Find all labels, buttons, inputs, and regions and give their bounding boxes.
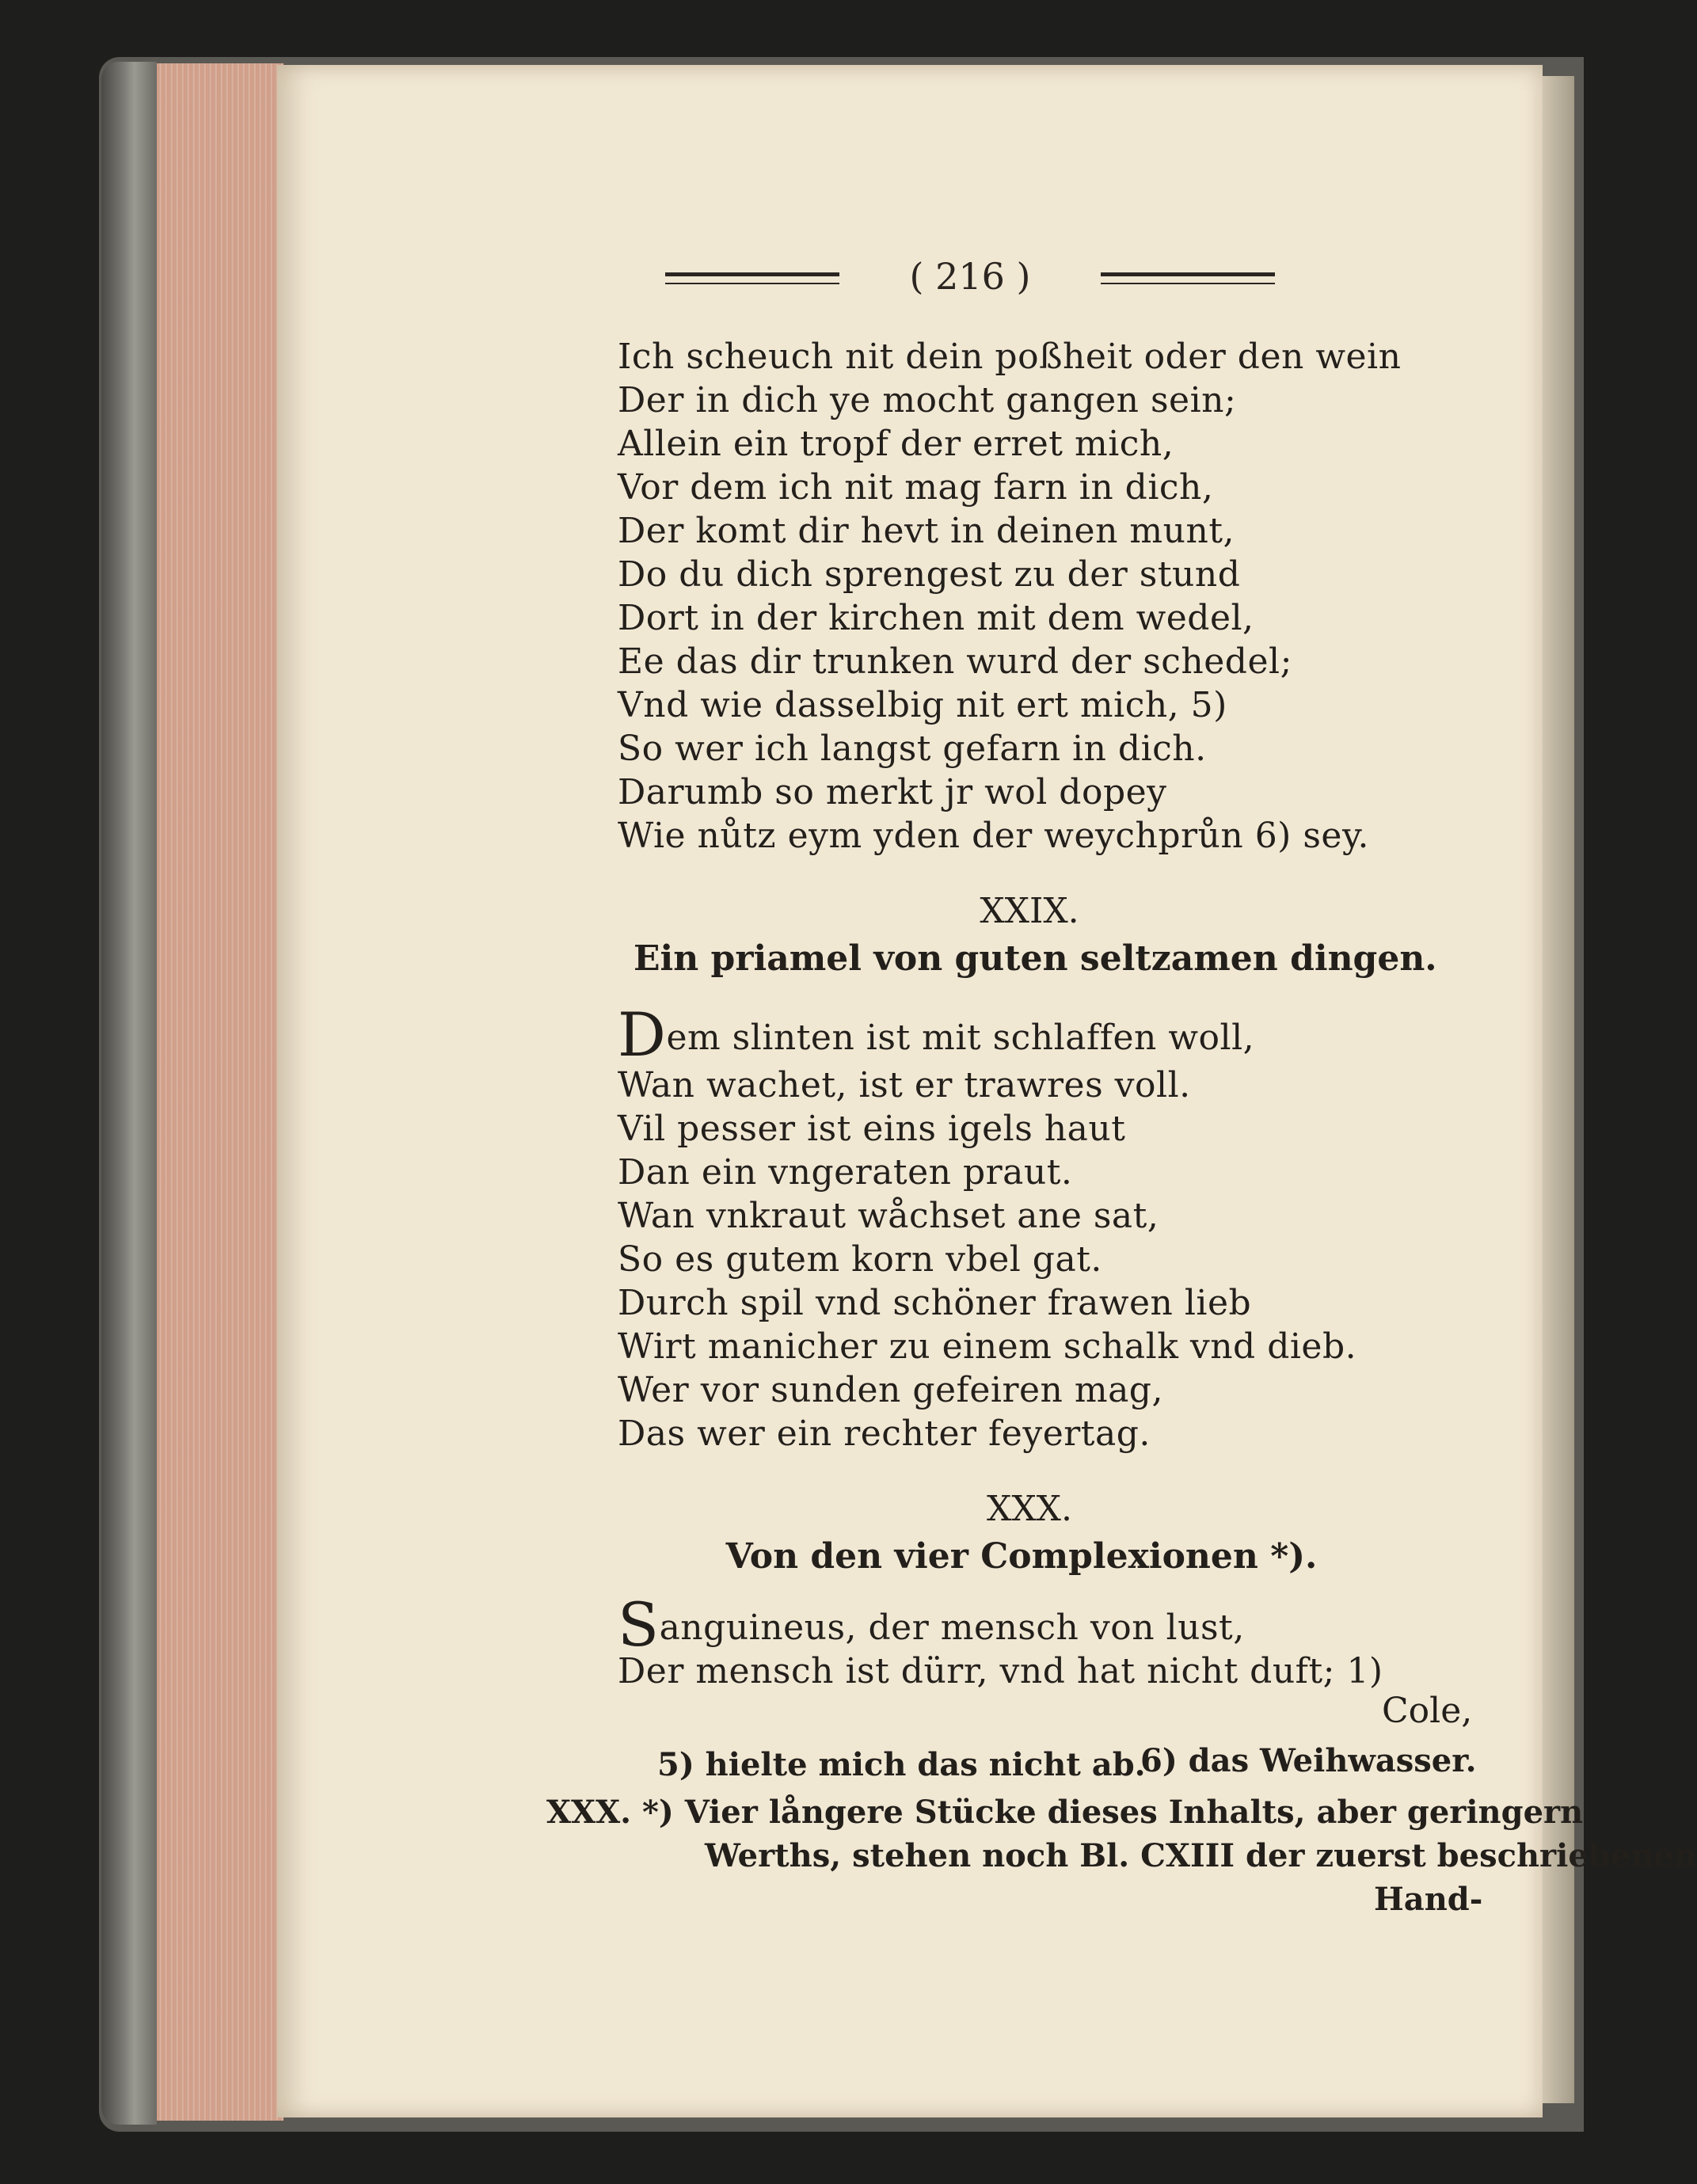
poem-line: Do du dich sprengest zu der stund [618,554,1241,595]
poem-first-line [618,999,1255,1070]
cover-edge [101,62,157,2125]
page-number: ( 216 ) [909,255,1031,298]
poem-line: Wie nůtz eym yden der weychprůn 6) sey. [618,816,1369,856]
footnote-catchword: Hand- [1374,1881,1483,1918]
footnote-5: 5) hielte mich das nicht ab. [657,1746,1146,1783]
poem-line: Wirt manicher zu einem schalk vnd dieb. [618,1326,1357,1367]
poem-line: Vnd wie dasselbig nit ert mich, 5) [618,685,1227,725]
poem-line: Der mensch ist dürr, vnd hat nicht duft; 1) [618,1651,1383,1691]
poem-line: So es gutem korn vbel gat. [618,1239,1102,1280]
poem-line: Wer vor sunden gefeiren mag, [618,1370,1163,1410]
footnote-30-line-1: XXX. *) Vier långere Stücke dieses Inhalts, aber geringern [546,1794,1584,1831]
poem-line: Vor dem ich nit mag farn in dich, [618,467,1214,508]
header-rule-left [665,272,839,284]
poem-line: Der in dich ye mocht gangen sein; [618,380,1237,420]
section-numeral-29: XXIX. [980,891,1079,931]
drop-cap: D [618,999,667,1070]
poem-line: Das wer ein rechter feyertag. [618,1414,1151,1454]
page-header [665,255,1283,301]
section-title-30: Von den vier Complexionen *). [725,1536,1318,1577]
poem-line: Ich scheuch nit dein poßheit oder den wein [618,337,1402,377]
poem-line: Vil pesser ist eins igels haut [618,1109,1126,1149]
page-block-edges [157,63,283,2121]
poem-line: Darumb so merkt jr wol dopey [618,772,1167,812]
poem-line: Wan vnkraut wåchset ane sat, [618,1196,1159,1236]
poem-first-line [618,1589,1245,1660]
poem-line: Dan ein vngeraten praut. [618,1152,1073,1193]
poem-line: Durch spil vnd schöner frawen lieb [618,1283,1252,1323]
poem-line: Allein ein tropf der erret mich, [618,424,1174,464]
poem-line: Ee das dir trunken wurd der schedel; [618,641,1292,682]
header-rule-right [1101,272,1275,284]
catchword: Cole, [1382,1691,1473,1731]
section-numeral-30: XXX. [987,1489,1072,1529]
footnote-30-line-2: Werths, stehen noch Bl. CXIII der zuerst beschriebenen [705,1837,1697,1874]
first-line-text: anguineus, der mensch von lust, [659,1608,1245,1648]
section-title-29: Ein priamel von guten seltzamen dingen. [634,938,1437,979]
footnote-6: 6) das Weihwasser. [1140,1742,1477,1779]
drop-cap: S [618,1589,660,1660]
poem-line: Der komt dir hevt in deinen munt, [618,511,1235,551]
poem-line: Dort in der kirchen mit dem wedel, [618,598,1254,638]
poem-line: So wer ich langst gefarn in dich. [618,729,1207,769]
first-line-text: em slinten ist mit schlaffen woll, [666,1018,1255,1058]
poem-line: Wan wachet, ist er trawres voll. [618,1065,1191,1105]
